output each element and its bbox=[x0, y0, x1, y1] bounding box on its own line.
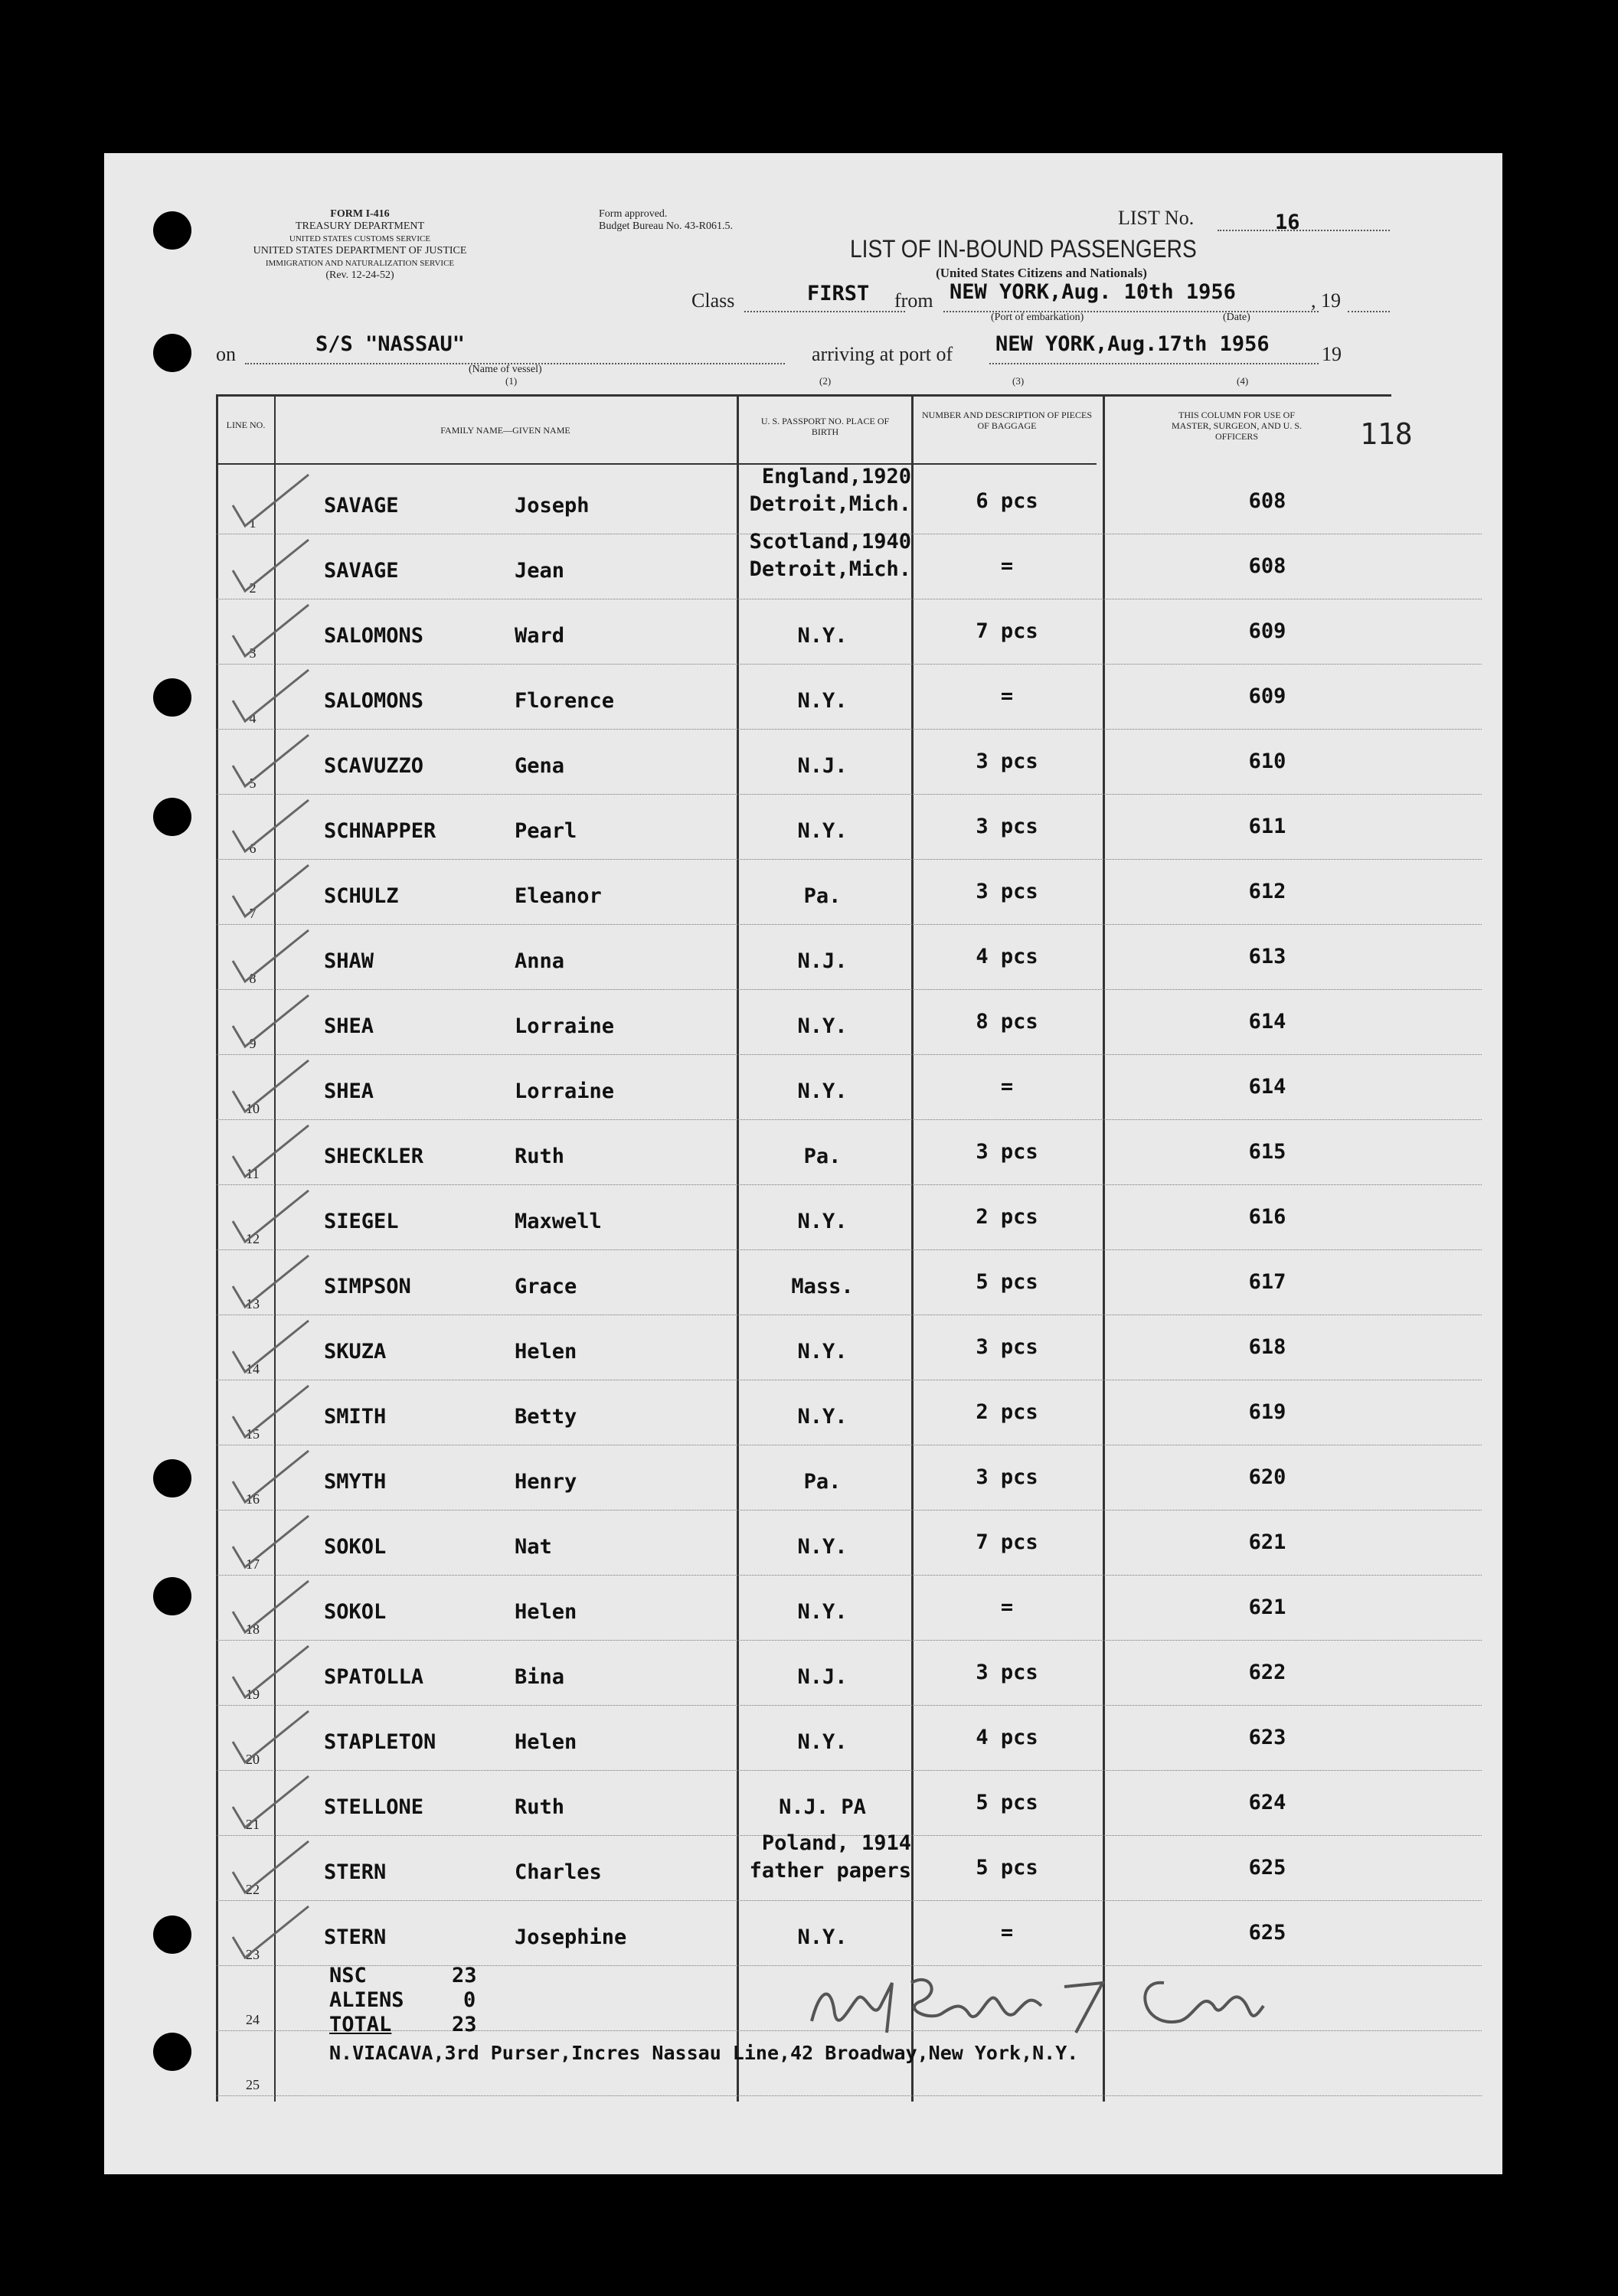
given-name: Nat bbox=[515, 1535, 552, 1559]
officer-number: 612 bbox=[1248, 880, 1286, 903]
baggage-count: 3 pcs bbox=[976, 880, 1038, 903]
col-header-officers: THIS COLUMN FOR USE OF MASTER, SURGEON, AND U. S. OFFICERS bbox=[1171, 410, 1303, 442]
table-row bbox=[0, 601, 1618, 666]
table-row bbox=[0, 991, 1618, 1057]
birth-place: N.J. bbox=[797, 754, 848, 778]
family-name: SHEA bbox=[324, 1079, 374, 1103]
arriving-value: NEW YORK,Aug.17th 1956 bbox=[995, 332, 1270, 356]
line-number: 4 bbox=[249, 710, 257, 726]
arriving-label: arriving at port of bbox=[812, 343, 953, 365]
birth-place-line1: Scotland,1940 bbox=[749, 530, 911, 554]
line-number: 9 bbox=[249, 1036, 257, 1051]
family-name: SIEGEL bbox=[324, 1210, 399, 1233]
class-dotline bbox=[744, 311, 905, 312]
checkmark-icon bbox=[228, 731, 312, 796]
birth-place: N.Y. bbox=[797, 689, 848, 713]
page-subtitle: (United States Citizens and Nationals) bbox=[936, 266, 1147, 280]
baggage-count: 4 pcs bbox=[976, 945, 1038, 968]
table-row bbox=[0, 731, 1618, 796]
table-row bbox=[0, 1831, 1618, 1902]
line-number: 17 bbox=[246, 1556, 260, 1572]
given-name: Jean bbox=[515, 559, 565, 583]
revision-date: (Rev. 12-24-52) bbox=[325, 269, 394, 281]
given-name: Florence bbox=[515, 689, 615, 713]
row-rule bbox=[216, 2095, 1482, 2096]
baggage-count: 5 pcs bbox=[976, 1270, 1038, 1294]
date-caption: (Date) bbox=[1223, 312, 1250, 323]
family-name: SKUZA bbox=[324, 1340, 387, 1364]
on-label: on bbox=[216, 343, 236, 365]
inspector-signature bbox=[796, 1960, 1294, 2044]
given-name: Eleanor bbox=[515, 884, 602, 908]
purser-line: N.VIACAVA,3rd Purser,Incres Nassau Line,42 Broadway,New York,N.Y. bbox=[329, 2042, 1079, 2064]
baggage-count: 7 pcs bbox=[976, 1530, 1038, 1554]
table-row bbox=[0, 1187, 1618, 1252]
checkmark-icon bbox=[228, 926, 312, 991]
officer-number: 615 bbox=[1248, 1140, 1286, 1164]
checkmark-icon bbox=[228, 471, 312, 536]
given-name: Josephine bbox=[515, 1925, 627, 1949]
officer-number: 618 bbox=[1248, 1335, 1286, 1359]
line-number: 20 bbox=[246, 1752, 260, 1767]
line-number: 15 bbox=[246, 1426, 260, 1442]
checkmark-icon bbox=[228, 1512, 312, 1577]
checkmark-icon bbox=[228, 1122, 312, 1187]
binder-hole bbox=[153, 211, 191, 250]
binder-hole bbox=[153, 334, 191, 372]
line-number: 24 bbox=[246, 2012, 260, 2027]
total-value: 23 bbox=[452, 2013, 477, 2036]
port-embarkation-caption: (Port of embarkation) bbox=[991, 312, 1084, 323]
officer-number: 609 bbox=[1248, 619, 1286, 643]
table-row bbox=[0, 1252, 1618, 1317]
treasury-dept: TREASURY DEPARTMENT bbox=[295, 220, 425, 232]
given-name: Charles bbox=[515, 1860, 602, 1884]
baggage-count: 2 pcs bbox=[976, 1205, 1038, 1229]
birth-place: N.Y. bbox=[797, 1210, 848, 1233]
baggage-count: 7 pcs bbox=[976, 619, 1038, 643]
officer-number: 614 bbox=[1248, 1010, 1286, 1034]
officer-number: 613 bbox=[1248, 945, 1286, 968]
birth-place: N.Y. bbox=[797, 819, 848, 843]
row-rule bbox=[216, 1054, 1482, 1055]
family-name: STERN bbox=[324, 1860, 387, 1884]
officer-number: 611 bbox=[1248, 815, 1286, 838]
checkmark-icon bbox=[228, 796, 312, 861]
table-row bbox=[0, 1577, 1618, 1642]
family-name: SOKOL bbox=[324, 1535, 387, 1559]
birth-place: N.Y. bbox=[797, 1079, 848, 1103]
given-name: Henry bbox=[515, 1470, 577, 1494]
table-row bbox=[0, 1382, 1618, 1447]
from-year-dotline bbox=[1348, 311, 1390, 312]
form-id-block bbox=[207, 208, 513, 282]
table-row bbox=[0, 1057, 1618, 1122]
form-approved: Form approved. bbox=[599, 208, 668, 220]
line-number: 5 bbox=[249, 776, 257, 791]
justice-dept: UNITED STATES DEPARTMENT OF JUSTICE bbox=[253, 245, 467, 256]
birth-place-line2: Detroit,Mich. bbox=[749, 557, 911, 581]
arriving-year-suffix: 19 bbox=[1322, 343, 1342, 365]
table-row bbox=[0, 796, 1618, 861]
family-name: SMITH bbox=[324, 1405, 387, 1429]
family-name: STELLONE bbox=[324, 1795, 424, 1819]
row-rule bbox=[216, 729, 1482, 730]
birth-place: N.J. bbox=[797, 949, 848, 973]
row-rule bbox=[216, 1770, 1482, 1771]
officer-number: 610 bbox=[1248, 750, 1286, 773]
from-value: NEW YORK,Aug. 10th 1956 bbox=[950, 280, 1236, 304]
given-name: Ruth bbox=[515, 1145, 565, 1168]
list-no-label: LIST No. bbox=[1118, 207, 1195, 229]
col-header-passport: U. S. PASSPORT NO. PLACE OF BIRTH bbox=[760, 416, 890, 437]
baggage-count: = bbox=[1000, 554, 1014, 578]
family-name: SCHNAPPER bbox=[324, 819, 436, 843]
line-number: 25 bbox=[246, 2077, 260, 2092]
officer-number: 625 bbox=[1248, 1856, 1286, 1880]
checkmark-icon bbox=[228, 666, 312, 731]
officer-number: 616 bbox=[1248, 1205, 1286, 1229]
nsc-label: NSC bbox=[329, 1964, 367, 1987]
given-name: Ruth bbox=[515, 1795, 565, 1819]
baggage-count: 8 pcs bbox=[976, 1010, 1038, 1034]
line-number: 3 bbox=[249, 645, 257, 661]
checkmark-icon bbox=[228, 1642, 312, 1707]
table-row bbox=[0, 530, 1618, 601]
aliens-value: 0 bbox=[463, 1988, 476, 2012]
officer-number: 622 bbox=[1248, 1661, 1286, 1684]
line-number: 2 bbox=[249, 580, 257, 596]
birth-place: Pa. bbox=[803, 1470, 842, 1494]
family-name: SOKOL bbox=[324, 1600, 387, 1624]
officer-number: 608 bbox=[1248, 489, 1286, 513]
family-name: SHEA bbox=[324, 1014, 374, 1038]
officer-number: 608 bbox=[1248, 554, 1286, 578]
line-number: 6 bbox=[249, 841, 257, 856]
checkmark-icon bbox=[228, 601, 312, 666]
given-name: Gena bbox=[515, 754, 565, 778]
birth-place: N.Y. bbox=[797, 1014, 848, 1038]
line-number: 18 bbox=[246, 1622, 260, 1637]
table-row bbox=[0, 1772, 1618, 1837]
family-name: SAVAGE bbox=[324, 559, 399, 583]
table-row bbox=[0, 1447, 1618, 1512]
baggage-count: 5 pcs bbox=[976, 1856, 1038, 1880]
family-name: SIMPSON bbox=[324, 1275, 411, 1298]
birth-place: N.J. bbox=[797, 1665, 848, 1689]
checkmark-icon bbox=[228, 536, 312, 601]
given-name: Bina bbox=[515, 1665, 565, 1689]
row-rule bbox=[216, 989, 1482, 990]
col2-number: (2) bbox=[819, 375, 832, 387]
table-row bbox=[0, 1707, 1618, 1772]
family-name: STERN bbox=[324, 1925, 387, 1949]
baggage-count: 6 pcs bbox=[976, 489, 1038, 513]
family-name: SALOMONS bbox=[324, 624, 424, 648]
birth-place: Mass. bbox=[791, 1275, 854, 1298]
checkmark-icon bbox=[228, 991, 312, 1057]
family-name: SCAVUZZO bbox=[324, 754, 424, 778]
col4-number: (4) bbox=[1237, 375, 1249, 387]
row-rule bbox=[216, 1575, 1482, 1576]
family-name: SPATOLLA bbox=[324, 1665, 424, 1689]
line-number: 8 bbox=[249, 971, 257, 986]
checkmark-icon bbox=[228, 1447, 312, 1512]
given-name: Grace bbox=[515, 1275, 577, 1298]
line-number: 19 bbox=[246, 1687, 260, 1702]
baggage-count: 3 pcs bbox=[976, 1140, 1038, 1164]
birth-place: N.J. PA bbox=[779, 1795, 866, 1819]
checkmark-icon bbox=[228, 1057, 312, 1122]
table-row bbox=[0, 861, 1618, 926]
officer-number: 625 bbox=[1248, 1921, 1286, 1945]
col-header-baggage: NUMBER AND DESCRIPTION OF PIECES OF BAGGAGE bbox=[921, 410, 1093, 431]
baggage-count: = bbox=[1000, 1075, 1014, 1099]
vessel-name: S/S "NASSAU" bbox=[315, 332, 466, 356]
given-name: Anna bbox=[515, 949, 565, 973]
given-name: Betty bbox=[515, 1405, 577, 1429]
customs-service: UNITED STATES CUSTOMS SERVICE bbox=[289, 234, 431, 243]
given-name: Helen bbox=[515, 1730, 577, 1754]
table-row bbox=[0, 1642, 1618, 1707]
birth-place: N.Y. bbox=[797, 1600, 848, 1624]
ins-service: IMMIGRATION AND NATURALIZATION SERVICE bbox=[265, 259, 455, 268]
line-number: 13 bbox=[246, 1296, 260, 1311]
table-row bbox=[0, 666, 1618, 731]
table-row bbox=[0, 1902, 1618, 1968]
table-row bbox=[0, 1317, 1618, 1382]
row-rule bbox=[216, 1249, 1482, 1250]
officer-number: 624 bbox=[1248, 1791, 1286, 1814]
baggage-count: 3 pcs bbox=[976, 750, 1038, 773]
given-name: Ward bbox=[515, 624, 565, 648]
birth-place: Pa. bbox=[803, 884, 842, 908]
birth-place: N.Y. bbox=[797, 1535, 848, 1559]
baggage-count: 3 pcs bbox=[976, 1661, 1038, 1684]
officer-number: 621 bbox=[1248, 1530, 1286, 1554]
row-rule bbox=[216, 859, 1482, 860]
row-rule bbox=[216, 1184, 1482, 1185]
baggage-count: 2 pcs bbox=[976, 1400, 1038, 1424]
birth-place-line2: Detroit,Mich. bbox=[749, 492, 911, 516]
class-value: FIRST bbox=[807, 282, 870, 305]
baggage-count: 3 pcs bbox=[976, 1465, 1038, 1489]
table-header-rule bbox=[216, 463, 1097, 465]
row-rule bbox=[216, 1900, 1482, 1901]
line-number: 11 bbox=[246, 1166, 260, 1181]
from-label: from bbox=[894, 289, 933, 312]
line-number: 23 bbox=[246, 1947, 260, 1962]
given-name: Pearl bbox=[515, 819, 577, 843]
family-name: SAVAGE bbox=[324, 494, 399, 518]
line-number: 14 bbox=[246, 1361, 260, 1377]
col-header-name: FAMILY NAME—GIVEN NAME bbox=[440, 425, 570, 436]
given-name: Lorraine bbox=[515, 1014, 615, 1038]
checkmark-icon bbox=[228, 1902, 312, 1968]
line-number: 22 bbox=[246, 1882, 260, 1897]
officer-number: 623 bbox=[1248, 1726, 1286, 1749]
birth-place: N.Y. bbox=[797, 1340, 848, 1364]
baggage-count: 3 pcs bbox=[976, 1335, 1038, 1359]
officer-number: 621 bbox=[1248, 1595, 1286, 1619]
row-rule bbox=[216, 1510, 1482, 1511]
list-no-value: 16 bbox=[1275, 211, 1300, 234]
baggage-count: = bbox=[1000, 684, 1014, 708]
birth-place-line1: Poland, 1914 bbox=[761, 1831, 911, 1855]
birth-place-line2: father papers bbox=[749, 1859, 911, 1883]
col-header-line: LINE NO. bbox=[226, 420, 266, 430]
birth-place-line1: England,1920 bbox=[761, 465, 911, 488]
birth-place: Pa. bbox=[803, 1145, 842, 1168]
birth-place: N.Y. bbox=[797, 1405, 848, 1429]
line-number: 21 bbox=[246, 1817, 260, 1832]
family-name: SMYTH bbox=[324, 1470, 387, 1494]
row-rule bbox=[216, 794, 1482, 795]
family-name: STAPLETON bbox=[324, 1730, 436, 1754]
page-title: LIST OF IN-BOUND PASSENGERS bbox=[850, 235, 1197, 263]
officer-number: 614 bbox=[1248, 1075, 1286, 1099]
form-number: FORM I-416 bbox=[330, 208, 390, 220]
table-row bbox=[0, 1122, 1618, 1187]
checkmark-icon bbox=[228, 1187, 312, 1252]
nsc-value: 23 bbox=[452, 1964, 477, 1987]
birth-place: N.Y. bbox=[797, 1925, 848, 1949]
table-row bbox=[0, 1512, 1618, 1577]
line-number: 10 bbox=[246, 1101, 260, 1116]
class-label: Class bbox=[691, 289, 735, 312]
line-number: 16 bbox=[246, 1491, 260, 1507]
baggage-count: 3 pcs bbox=[976, 815, 1038, 838]
row-rule bbox=[216, 1119, 1482, 1120]
row-rule bbox=[216, 924, 1482, 925]
officer-number: 619 bbox=[1248, 1400, 1286, 1424]
line-number: 7 bbox=[249, 906, 257, 921]
checkmark-icon bbox=[228, 1837, 312, 1902]
family-name: SCHULZ bbox=[324, 884, 399, 908]
checkmark-icon bbox=[228, 1577, 312, 1642]
page-number: 118 bbox=[1360, 417, 1413, 451]
aliens-label: ALIENS bbox=[329, 1988, 404, 2012]
family-name: SHECKLER bbox=[324, 1145, 424, 1168]
checkmark-icon bbox=[228, 1382, 312, 1447]
table-row bbox=[0, 926, 1618, 991]
row-rule bbox=[216, 1640, 1482, 1641]
from-year-suffix: , 19 bbox=[1311, 289, 1341, 312]
officer-number: 620 bbox=[1248, 1465, 1286, 1489]
checkmark-icon bbox=[228, 1317, 312, 1382]
officer-number: 609 bbox=[1248, 684, 1286, 708]
arriving-dotline bbox=[989, 363, 1319, 364]
table-top-rule bbox=[216, 394, 1391, 397]
budget-bureau: Budget Bureau No. 43-R061.5. bbox=[599, 220, 733, 232]
total-label: TOTAL bbox=[329, 2013, 392, 2036]
checkmark-icon bbox=[228, 861, 312, 926]
baggage-count: = bbox=[1000, 1921, 1014, 1945]
officer-number: 617 bbox=[1248, 1270, 1286, 1294]
birth-place: N.Y. bbox=[797, 624, 848, 648]
checkmark-icon bbox=[228, 1707, 312, 1772]
given-name: Helen bbox=[515, 1600, 577, 1624]
given-name: Maxwell bbox=[515, 1210, 602, 1233]
row-rule bbox=[216, 664, 1482, 665]
baggage-count: = bbox=[1000, 1595, 1014, 1619]
given-name: Helen bbox=[515, 1340, 577, 1364]
baggage-count: 5 pcs bbox=[976, 1791, 1038, 1814]
checkmark-icon bbox=[228, 1252, 312, 1317]
line-number: 1 bbox=[249, 515, 257, 531]
col3-number: (3) bbox=[1012, 375, 1025, 387]
given-name: Joseph bbox=[515, 494, 590, 518]
family-name: SHAW bbox=[324, 949, 374, 973]
col1-number: (1) bbox=[505, 375, 518, 387]
birth-place: N.Y. bbox=[797, 1730, 848, 1754]
given-name: Lorraine bbox=[515, 1079, 615, 1103]
row-rule bbox=[216, 1705, 1482, 1706]
list-no-dotline bbox=[1218, 230, 1390, 231]
table-row bbox=[0, 465, 1618, 536]
checkmark-icon bbox=[228, 1772, 312, 1837]
family-name: SALOMONS bbox=[324, 689, 424, 713]
vessel-caption: (Name of vessel) bbox=[469, 364, 542, 375]
line-number: 12 bbox=[246, 1231, 260, 1246]
baggage-count: 4 pcs bbox=[976, 1726, 1038, 1749]
